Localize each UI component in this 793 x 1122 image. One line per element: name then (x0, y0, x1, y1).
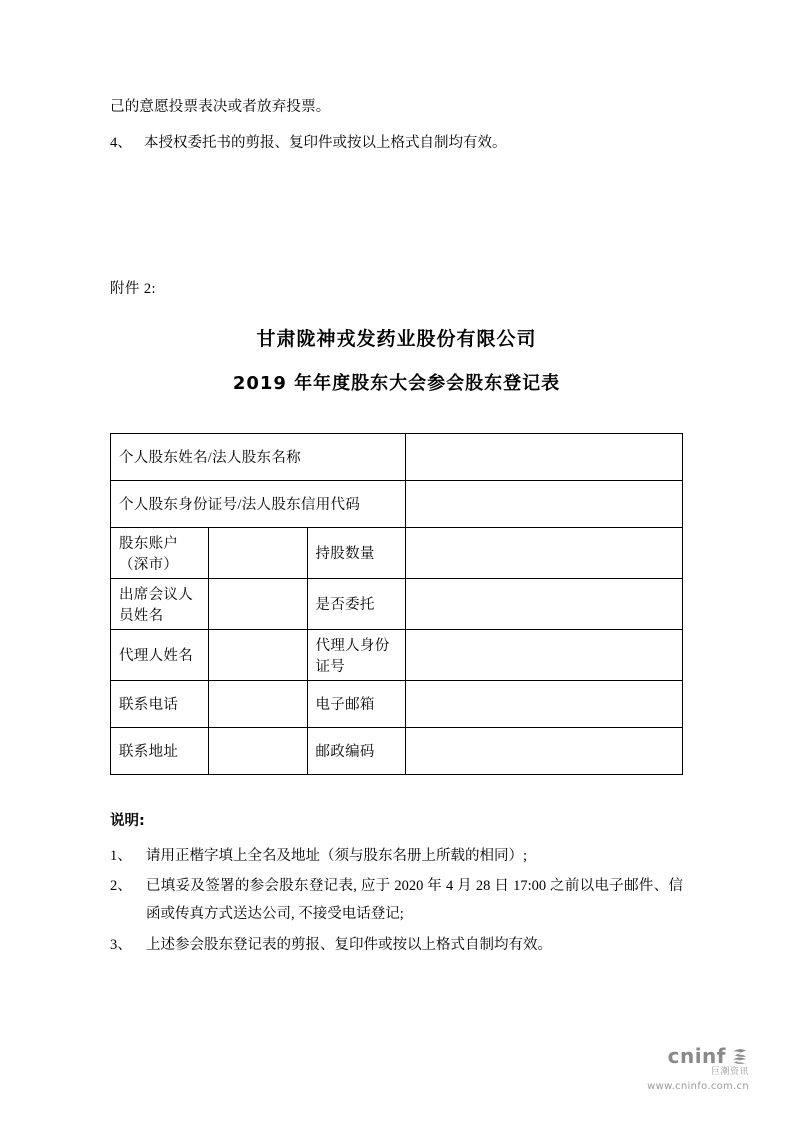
table-cell-input[interactable] (405, 629, 682, 680)
table-cell-label: 个人股东姓名/法人股东名称 (111, 433, 406, 480)
table-cell-label: 出席会议人员姓名 (111, 578, 209, 629)
table-cell-label: 是否委托 (307, 578, 405, 629)
page-title: 2019 年年度股东大会参会股东登记表 (232, 372, 561, 394)
table-cell-input[interactable] (209, 680, 307, 727)
table-cell-label: 代理人姓名 (111, 629, 209, 680)
table-row (111, 629, 683, 680)
clause-item-4 (110, 132, 683, 154)
brand-url: www.cninfo.com.cn (647, 1081, 749, 1092)
table-cell-input[interactable] (405, 727, 682, 774)
table-cell-label: 股东账户（深市） (111, 527, 209, 578)
table-row (111, 480, 683, 527)
table-row (111, 680, 683, 727)
note-item (110, 931, 683, 959)
note-text: 已填妥及签署的参会股东登记表, 应于 2020 年 4 月 28 日 17:00 之前以电子邮件、信函或传真方式送达公司, 不接受电话登记; (146, 878, 683, 923)
footer-watermark (647, 1045, 749, 1092)
note-text: 请用正楷字填上全名及地址（须与股东名册上所载的相同）; (146, 847, 528, 864)
table-cell-input[interactable] (405, 578, 682, 629)
clause-number: 4、 (110, 135, 132, 152)
table-cell-input[interactable] (209, 578, 307, 629)
note-item (110, 872, 683, 929)
table-cell-label: 电子邮箱 (307, 680, 405, 727)
table-cell-label: 联系地址 (111, 727, 209, 774)
table-row (111, 727, 683, 774)
note-number: 1、 (110, 847, 132, 864)
cninfo-logo-icon (730, 1047, 749, 1066)
logo-row (647, 1045, 749, 1067)
table-cell-label: 代理人身份证号 (307, 629, 405, 680)
brand-name-cn: 巨潮资讯 (710, 1067, 749, 1078)
note-text: 上述参会股东登记表的剪报、复印件或按以上格式自制均有效。 (146, 936, 552, 953)
notes-list (110, 842, 683, 959)
company-title: 甘肃陇神戎发药业股份有限公司 (256, 327, 537, 350)
table-cell-input[interactable] (209, 629, 307, 680)
table-cell-label: 持股数量 (307, 527, 405, 578)
table-cell-label: 个人股东身份证号/法人股东信用代码 (111, 480, 406, 527)
table-cell-input[interactable] (405, 480, 682, 527)
table-row (111, 578, 683, 629)
table-cell-input[interactable] (405, 527, 682, 578)
table-body (111, 433, 683, 774)
shareholder-registration-table (110, 433, 683, 775)
table-cell-input[interactable] (209, 727, 307, 774)
notes-title: 说明: (110, 812, 145, 829)
clause-text: 本授权委托书的剪报、复印件或按以上格式自制均有效。 (144, 135, 507, 152)
note-number: 2、 (110, 878, 132, 895)
brand-name: cninf (667, 1044, 726, 1069)
continued-line: 己的意愿投票表决或者放弃投票。 (110, 99, 331, 115)
table-cell-label: 联系电话 (111, 680, 209, 727)
table-cell-input[interactable] (405, 433, 682, 480)
table-cell-input[interactable] (209, 527, 307, 578)
table-cell-input[interactable] (405, 680, 682, 727)
note-number: 3、 (110, 936, 132, 953)
note-item (110, 842, 683, 870)
table-cell-label: 邮政编码 (307, 727, 405, 774)
table-row (111, 527, 683, 578)
continued-text-block (110, 0, 683, 155)
table-row (111, 433, 683, 480)
attachment-label: 附件 2: (110, 280, 156, 297)
